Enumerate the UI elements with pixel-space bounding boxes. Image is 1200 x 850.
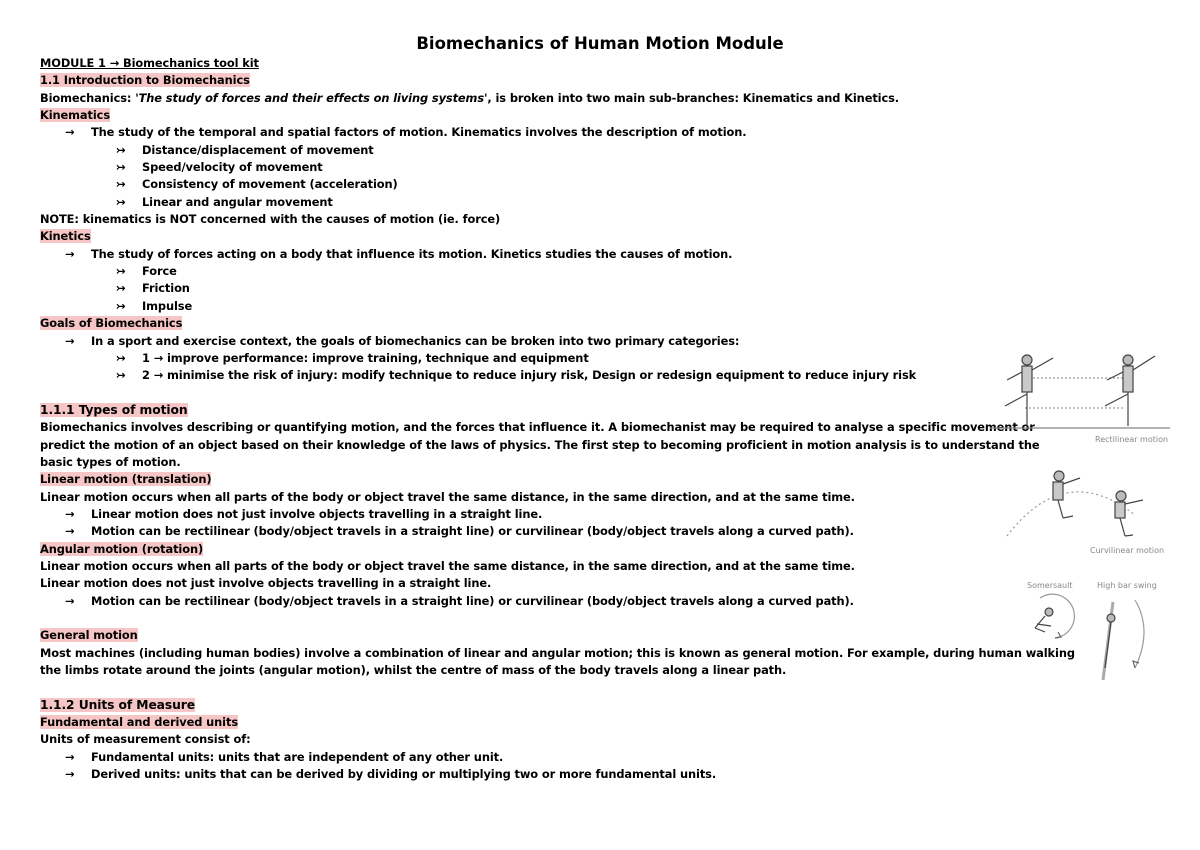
units-heading: 1.1.2 Units of Measure — [40, 697, 195, 712]
section-heading-intro: 1.1 Introduction to Biomechanics — [40, 73, 250, 88]
arrow-icon: → — [65, 593, 75, 608]
list-item: ↣ Speed/velocity of movement — [40, 159, 990, 176]
paragraph-line: predict the motion of an object based on their knowledge of the laws of physics. The first step to becoming proficient in motion analysis is to understand the — [40, 437, 1040, 452]
list-item: → Fundamental units: units that are independent of any other unit. — [40, 749, 990, 766]
highbar-figure — [1103, 600, 1144, 680]
arrow-icon: → — [65, 506, 75, 521]
arrow-icon: → — [65, 246, 75, 261]
module-heading: MODULE 1 → Biomechanics tool kit — [40, 56, 259, 70]
motion-figures — [985, 350, 1170, 690]
kinetics-desc: → The study of forces acting on a body that influence its motion. Kinetics studies the causes of motion. — [40, 246, 990, 263]
tailed-arrow-icon: ↣ — [116, 160, 126, 175]
arrow-icon: → — [65, 125, 75, 140]
tailed-arrow-icon: ↣ — [116, 142, 126, 157]
kinematics-heading: Kinematics — [40, 108, 111, 123]
paragraph-line: Biomechanics involves describing or quantifying motion, and the forces that influence it. A biomechanist may be required to analyse a specific movement or — [40, 420, 1035, 435]
arrow-icon: → — [65, 333, 75, 348]
list-item: → Linear motion does not just involve objects travelling in a straight line. — [40, 506, 990, 523]
curvilinear-label: Curvilinear motion — [1090, 546, 1165, 555]
intro-line: Biomechanics: 'The study of forces and their effects on living systems', is broken into two main sub-branches: Kinematics and Kinetics. — [40, 90, 900, 105]
tailed-arrow-icon: ↣ — [116, 368, 126, 383]
arrow-icon: → — [65, 767, 75, 782]
paragraph-line: Linear motion occurs when all parts of the body or object travel the same distance, in the same direction, and at the same time. — [40, 558, 855, 573]
tailed-arrow-icon: ↣ — [116, 264, 126, 279]
arrow-icon: → — [65, 524, 75, 539]
rectilinear-label: Rectilinear motion — [1095, 435, 1169, 444]
list-item: ↣ Linear and angular movement — [40, 194, 990, 211]
list-item: ↣ Distance/displacement of movement — [40, 142, 990, 159]
tailed-arrow-icon: ↣ — [116, 298, 126, 313]
tailed-arrow-icon: ↣ — [116, 350, 126, 365]
paragraph-line: the limbs rotate around the joints (angular motion), whilst the centre of mass of the body travels along a linear path. — [40, 663, 787, 678]
paragraph-line: Most machines (including human bodies) involve a combination of linear and angular motion; this is known as general motion. For example, during human walking — [40, 645, 1075, 660]
paragraph-line: basic types of motion. — [40, 454, 181, 469]
goals-desc: → In a sport and exercise context, the goals of biomechanics can be broken into two primary categories: — [40, 333, 990, 350]
arrow-icon: → — [65, 749, 75, 764]
general-heading: General motion — [40, 628, 138, 643]
definition-quote: 'The study of forces and their effects on living systems' — [135, 90, 488, 105]
goals-heading: Goals of Biomechanics — [40, 316, 183, 331]
highbar-label: High bar swing — [1097, 581, 1157, 590]
list-item: ↣ Impulse — [40, 298, 990, 315]
list-item: → Motion can be rectilinear (body/object travels in a straight line) or curvilinear (body/object travels along a curved path). — [40, 523, 990, 540]
rectilinear-figure — [990, 355, 1170, 428]
list-item: → Derived units: units that can be derived by dividing or multiplying two or more fundamental units. — [40, 766, 990, 783]
units-intro: Units of measurement consist of: — [40, 732, 251, 747]
kinematics-note: NOTE: kinematics is NOT concerned with the causes of motion (ie. force) — [40, 212, 501, 227]
paragraph-line: Linear motion does not just involve objects travelling in a straight line. — [40, 576, 492, 591]
list-item: ↣ Friction — [40, 280, 990, 297]
kinematics-desc: → The study of the temporal and spatial factors of motion. Kinematics involves the description of motion. — [40, 124, 990, 141]
document-title: Biomechanics of Human Motion Module — [416, 34, 784, 53]
list-item: ↣ Consistency of movement (acceleration) — [40, 176, 990, 193]
motion-illustrations — [985, 350, 1170, 690]
somersault-figure — [1035, 594, 1074, 638]
somersault-label: Somersault — [1027, 581, 1073, 590]
list-item: ↣ Force — [40, 263, 990, 280]
tailed-arrow-icon: ↣ — [116, 194, 126, 209]
list-item: ↣ 1 → improve performance: improve training, technique and equipment — [40, 350, 990, 367]
types-heading: 1.1.1 Types of motion — [40, 402, 188, 417]
angular-heading: Angular motion (rotation) — [40, 541, 204, 556]
tailed-arrow-icon: ↣ — [116, 281, 126, 296]
curvilinear-figure — [1007, 471, 1143, 536]
kinetics-heading: Kinetics — [40, 229, 91, 244]
list-item: → Motion can be rectilinear (body/object travels in a straight line) or curvilinear (body/object travels along a curved path). — [40, 593, 990, 610]
tailed-arrow-icon: ↣ — [116, 177, 126, 192]
units-subheading: Fundamental and derived units — [40, 715, 239, 730]
linear-heading: Linear motion (translation) — [40, 472, 212, 487]
paragraph-line: Linear motion occurs when all parts of the body or object travel the same distance, in the same direction, and at the same time. — [40, 489, 855, 504]
list-item: ↣ 2 → minimise the risk of injury: modify technique to reduce injury risk, Design or redesign equipment to reduce injury risk — [40, 367, 990, 384]
